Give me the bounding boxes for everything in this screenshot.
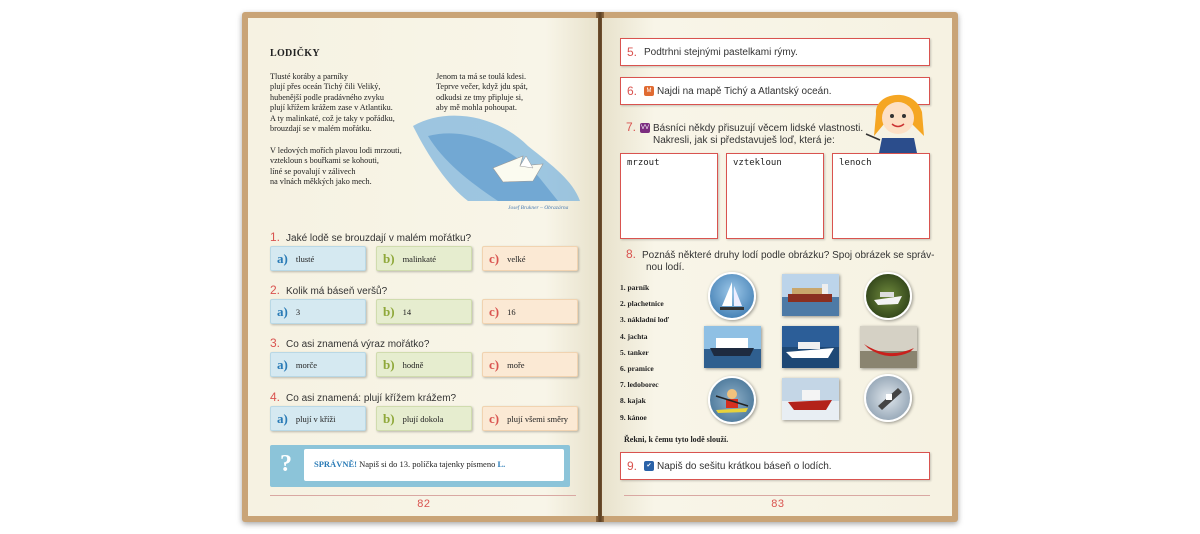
ship-type-list [620,280,669,426]
answer-2a[interactable]: a) 3 [270,299,366,324]
photo-tanker[interactable] [864,374,912,422]
photo-canoe[interactable] [860,326,917,368]
drawing-box-vztekloun[interactable]: vztekloun [726,153,824,239]
question-1: 1. Jaké lodě se brouzdají v malém mořátku? [270,230,472,244]
write-badge-icon: ✔ [644,461,654,471]
drawing-box-lenoch[interactable]: lenoch [832,153,930,239]
list-item: 8. kajak [620,396,646,406]
girl-mascot-illustration [864,84,932,158]
answer-3c[interactable]: c) moře [482,352,578,377]
right-page [602,18,952,516]
photo-sailboat[interactable] [708,272,756,320]
answer-1a[interactable]: a) tlusté [270,246,366,271]
page-number: 82 [417,499,431,511]
photo-yacht[interactable] [864,272,912,320]
poem-title: LODIČKY [270,48,320,59]
photo-icebreaker[interactable] [782,378,839,420]
poem-stanza-3: Jenom ta má se toulá kdesi. Teprve večer, když jdu spát, odkudsi ze tmy připluje si, aby mě mohla pohoupat. [436,72,528,113]
answer-2b[interactable]: b) 14 [376,299,472,324]
answer-4c[interactable]: c) plují všemi směry [482,406,578,431]
list-item: 1. parník [620,283,650,292]
question-4: 4. Co asi znamená: plují křížem krážem? [270,390,457,404]
art-badge-icon: VV [641,125,650,132]
answer-4a[interactable]: a) plují v kříži [270,406,366,431]
photo-cruise-ship[interactable] [704,326,761,368]
task-7: 7. VV Básníci někdy přisuzují věcem lidské vlastnosti. Nakresli, jak si představuješ loď, která je: [626,120,864,146]
paper-boat-illustration [408,106,583,206]
math-badge-icon: M [644,86,654,96]
left-page [248,18,598,516]
list-item: 4. jachta [620,331,648,341]
drawing-box-mrzout[interactable]: mrzout [620,153,718,239]
answer-1c[interactable]: c) velké [482,246,578,271]
question-2: 2. Kolik má báseň veršů? [270,283,388,297]
list-item: 7. ledoborec [620,380,659,390]
poem-stanza-2: V ledových mořích plavou lodi mrzouti, vztekloun s bouřkami se kohouti, líné se povalují v zálivech na vlnách měkkých jako mech. [270,146,402,187]
photo-cargo-ship[interactable] [782,274,839,316]
answer-2c[interactable]: c) 16 [482,299,578,324]
task-9: 9. ✔ Napiš do sešitu krátkou báseň o lodích. [620,452,930,480]
task-5: 5. Podtrhni stejnými pastelkami rýmy. [620,38,930,66]
list-item: 6. pramice [620,364,654,374]
answer-3b[interactable]: b) hodně [376,352,472,377]
question-3: 3. Co asi znamená výraz mořátko? [270,336,430,350]
poem-stanza-1: Tlusté koráby a parníky plují přes oceán Tichý čili Veliký, hubenější podle pradávného zvyku plují křížem krážem zase v Atlantiku. A ty malinkaté, což je taky v pořádku, brouzdají se v malém mořátku. [270,72,395,134]
list-item: 5. tanker [620,347,649,357]
footer-line [270,495,576,496]
answer-3a[interactable]: a) morče [270,352,366,377]
task-6: 6. M Najdi na mapě Tichý a Atlantský oceán. [620,77,930,105]
photo-motor-yacht[interactable] [782,326,839,368]
page-number: 83 [771,499,785,511]
open-book [242,12,958,522]
question-mark-icon: ? [280,451,292,477]
photo-kayak[interactable] [708,376,756,424]
hint-card: SPRÁVNĚ! Napiš si do 13. políčka tajenky písmeno L. [304,449,564,481]
task-8: 8. Poznáš některé druhy lodí podle obrázku? Spoj obrázek se správ- nou lodí. [626,247,935,273]
list-item: 3. nákladní loď [620,315,670,325]
poem-credit: Josef Brukner – Obrazárna [508,205,569,211]
answer-1b[interactable]: b) malinkaté [376,246,472,271]
answer-4b[interactable]: b) plují dokola [376,406,472,431]
footer-line [624,495,930,496]
list-item: 2. plachetnice [620,299,664,309]
list-item: 9. kánoe [620,412,647,422]
hint-box [270,445,570,487]
task-8-question: Řekni, k čemu tyto lodě slouží. [624,435,729,444]
